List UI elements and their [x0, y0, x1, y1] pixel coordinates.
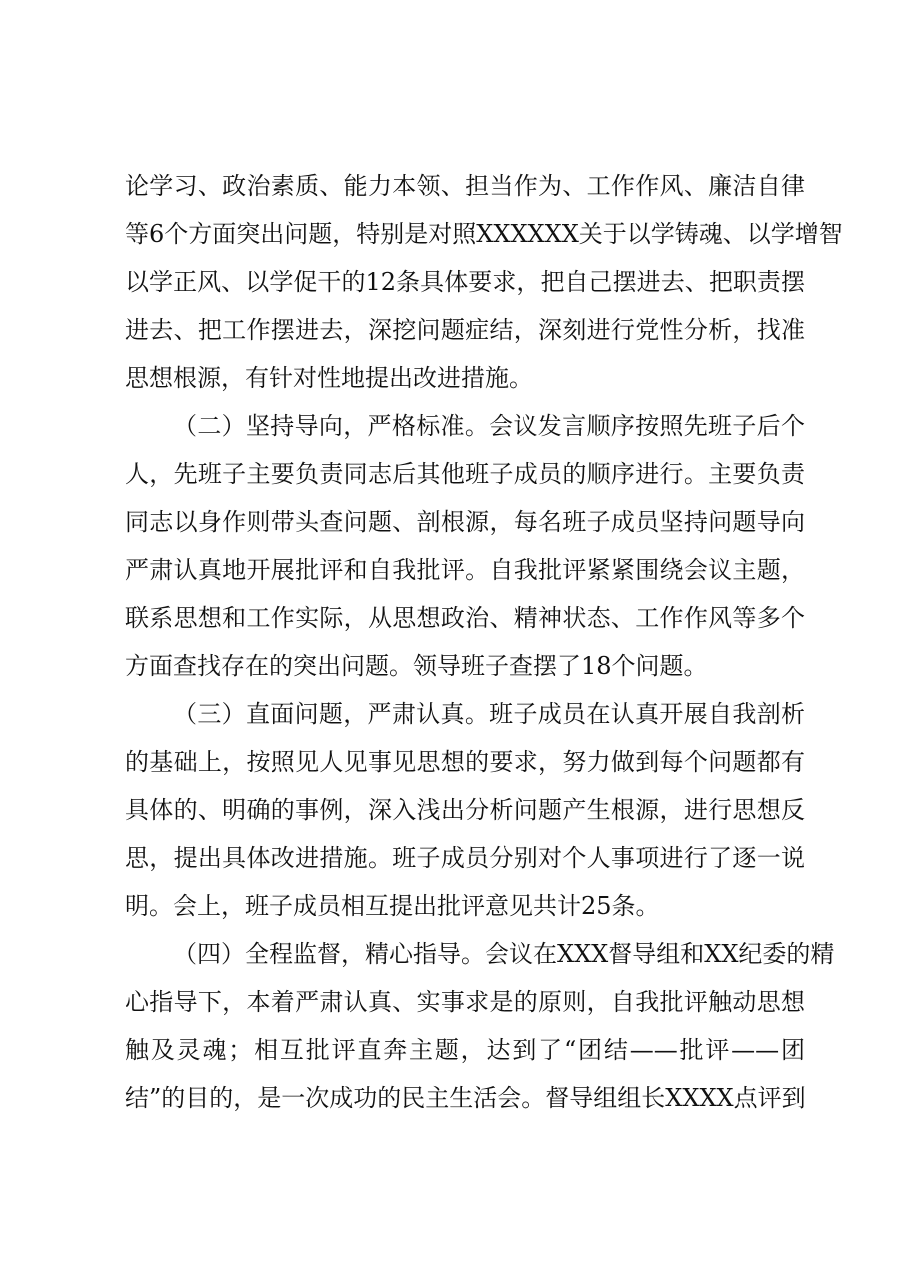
paragraph-2 [125, 406, 805, 694]
text-line: 以学正风、以学促干的12条具体要求，把自己摆进去、把职责摆 [125, 268, 805, 296]
text-line: 的基础上，按照见人见事见思想的要求，努力做到每个问题都有 [125, 748, 805, 776]
text-line: 联系思想和工作实际，从思想政治、精神状态、工作作风等多个 [125, 604, 805, 632]
text-line: 同志以身作则带头查问题、剖根源，每名班子成员坚持问题导向 [125, 508, 805, 536]
text-line: 严肃认真地开展批评和自我批评。自我批评紧紧围绕会议主题， [125, 556, 805, 584]
text-line: 明。会上，班子成员相互提出批评意见共计25条。 [125, 892, 660, 920]
text-line: 思想根源，有针对性地提出改进措施。 [125, 364, 533, 392]
text-line: 思，提出具体改进措施。班子成员分别对个人事项进行了逐一说 [125, 844, 805, 872]
text-line: 等6个方面突出问题，特别是对照XXXXXX关于以学铸魂、以学增智 [125, 220, 843, 248]
text-line: 人，先班子主要负责同志后其他班子成员的顺序进行。主要负责 [125, 460, 805, 488]
text-line: （四）全程监督，精心指导。会议在XXX督导组和XX纪委的精 [173, 940, 835, 968]
text-line: 触及灵魂；相互批评直奔主题，达到了“团结——批评——团 [125, 1036, 805, 1064]
text-line: （三）直面问题，严肃认真。班子成员在认真开展自我剖析 [173, 700, 805, 728]
text-line: 方面查找存在的突出问题。领导班子查摆了18个问题。 [125, 652, 708, 680]
paragraph-4 [125, 934, 835, 1126]
text-line: 具体的、明确的事例，深入浅出分析问题产生根源，进行思想反 [125, 796, 805, 824]
paragraph-3 [125, 694, 805, 934]
text-line: 论学习、政治素质、能力本领、担当作为、工作作风、廉洁自律 [125, 172, 805, 200]
text-line: 进去、把工作摆进去，深挖问题症结，深刻进行党性分析，找准 [125, 316, 805, 344]
text-line: 结”的目的，是一次成功的民主生活会。督导组组长XXXX点评到 [125, 1084, 806, 1112]
text-line: 心指导下，本着严肃认真、实事求是的原则，自我批评触动思想 [125, 988, 805, 1016]
paragraph-continuation [125, 166, 843, 406]
text-line: （二）坚持导向，严格标准。会议发言顺序按照先班子后个 [173, 412, 805, 440]
document-body [125, 166, 843, 1126]
